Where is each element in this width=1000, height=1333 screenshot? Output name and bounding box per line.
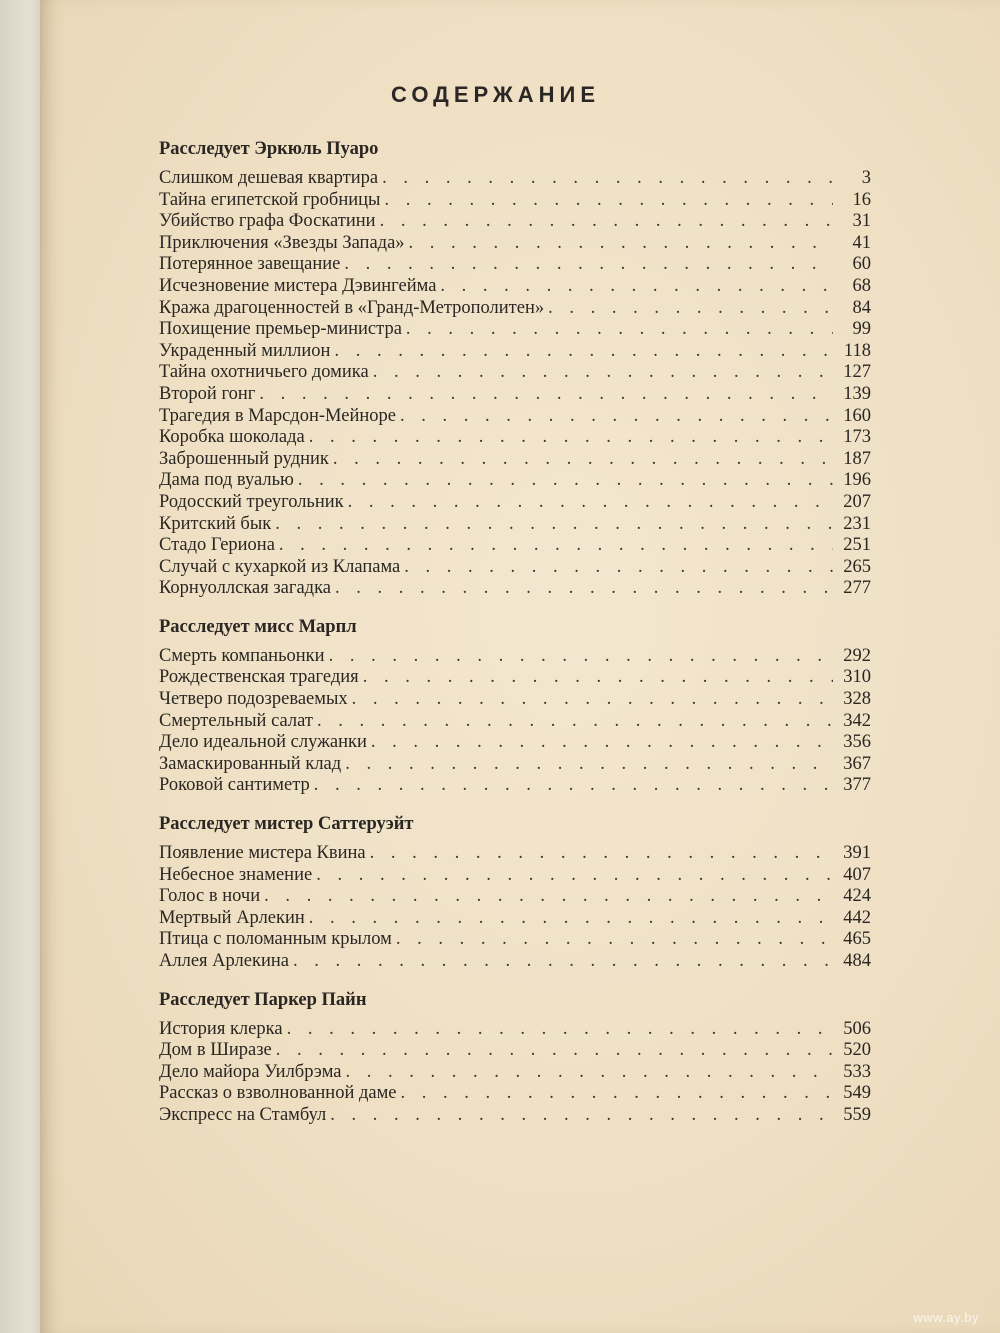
toc-entry xyxy=(159,754,871,776)
toc-section xyxy=(159,616,871,797)
entry-page-number: 84 xyxy=(852,297,871,318)
toc-entry xyxy=(159,929,871,951)
entry-title: Дама под вуалью xyxy=(159,470,294,491)
watermark: www.ay.by xyxy=(913,1310,979,1325)
entry-title: Смерть компаньонки xyxy=(159,645,325,666)
toc-entry xyxy=(159,341,871,363)
toc-entry xyxy=(159,514,871,536)
entry-title: Корнуоллская загадка xyxy=(159,578,331,599)
toc-section xyxy=(159,989,871,1127)
entry-page-number: 342 xyxy=(843,710,871,731)
entry-title: Похищение премьер-министра xyxy=(159,319,402,340)
dot-leader xyxy=(287,1019,833,1041)
dot-leader xyxy=(309,908,833,930)
entry-title: Дело идеальной служанки xyxy=(159,732,367,753)
entry-page-number: 328 xyxy=(843,689,871,710)
entry-title: Коробка шоколада xyxy=(159,427,305,448)
dot-leader xyxy=(401,1083,833,1105)
entry-title: Небесное знамение xyxy=(159,864,313,885)
entry-title: Замаскированный клад xyxy=(159,753,342,774)
toc-entry xyxy=(159,470,871,492)
entry-page-number: 251 xyxy=(843,535,871,556)
toc-entry xyxy=(159,362,871,384)
toc-entry xyxy=(159,406,871,428)
dot-leader xyxy=(406,319,833,341)
entry-title: Стадо Гериона xyxy=(159,535,275,556)
toc-entry xyxy=(159,711,871,733)
section-heading: Расследует Паркер Пайн xyxy=(159,989,367,1010)
entry-page-number: 139 xyxy=(843,383,871,404)
toc-entry xyxy=(159,449,871,471)
entry-title: Трагедия в Марсдон-Мейноре xyxy=(159,405,396,426)
entry-title: Тайна египетской гробницы xyxy=(159,189,381,210)
toc-entry xyxy=(159,689,871,711)
entry-page-number: 549 xyxy=(843,1083,871,1104)
toc-entry xyxy=(159,908,871,930)
entry-title: Заброшенный рудник xyxy=(159,448,329,469)
toc-entry xyxy=(159,190,871,212)
toc-entry xyxy=(159,578,871,600)
entry-page-number: 424 xyxy=(843,886,871,907)
toc-entry xyxy=(159,535,871,557)
entry-title: Четверо подозреваемых xyxy=(159,689,348,710)
dot-leader xyxy=(409,233,833,255)
section-entries xyxy=(159,843,871,973)
entry-title: Исчезновение мистера Дэвингейма xyxy=(159,275,437,296)
entry-page-number: 3 xyxy=(861,168,871,188)
dot-leader xyxy=(404,557,833,579)
dot-leader xyxy=(548,298,833,320)
dot-leader xyxy=(314,775,833,797)
entry-title: Украденный миллион xyxy=(159,340,331,361)
toc-entry xyxy=(159,1040,871,1062)
entry-page-number: 520 xyxy=(843,1040,871,1061)
entry-title: Рождественская трагедия xyxy=(159,667,359,688)
dot-leader xyxy=(275,514,833,536)
toc-entry xyxy=(159,492,871,514)
entry-page-number: 292 xyxy=(843,645,871,666)
toc-entry xyxy=(159,843,871,865)
entry-page-number: 16 xyxy=(852,189,871,210)
entry-title: Экспресс на Стамбул xyxy=(159,1104,327,1125)
toc-entry xyxy=(159,1083,871,1105)
entry-page-number: 41 xyxy=(852,232,871,253)
entry-title: Мертвый Арлекин xyxy=(159,907,305,928)
toc-entry xyxy=(159,732,871,754)
entry-title: Аллея Арлекина xyxy=(159,951,289,971)
toc-entry xyxy=(159,233,871,255)
entry-page-number: 60 xyxy=(852,254,871,275)
page-title: СОДЕРЖАНИЕ xyxy=(391,82,601,107)
dot-leader xyxy=(363,667,833,689)
entry-title: Случай с кухаркой из Клапама xyxy=(159,556,401,577)
entry-page-number: 442 xyxy=(843,907,871,928)
toc-entry xyxy=(159,298,871,320)
dot-leader xyxy=(334,341,833,363)
entry-title: Потерянное завещание xyxy=(159,254,341,275)
toc-entry xyxy=(159,1062,871,1084)
dot-leader xyxy=(335,578,833,600)
dot-leader xyxy=(259,384,833,406)
entry-title: Птица с поломанным крылом xyxy=(159,929,392,950)
entry-page-number: 559 xyxy=(843,1104,871,1125)
entry-page-number: 356 xyxy=(843,732,871,753)
entry-page-number: 407 xyxy=(843,864,871,885)
entry-page-number: 484 xyxy=(843,951,871,971)
dot-leader xyxy=(440,276,833,298)
entry-title: Рассказ о взволнованной даме xyxy=(159,1083,397,1104)
toc-entry xyxy=(159,951,871,973)
dot-leader xyxy=(384,190,833,212)
entry-page-number: 465 xyxy=(843,929,871,950)
toc-entry xyxy=(159,775,871,797)
entry-page-number: 265 xyxy=(843,556,871,577)
toc-entry xyxy=(159,384,871,406)
dot-leader xyxy=(330,1105,833,1127)
toc-entry xyxy=(159,1105,871,1127)
entry-title: Смертельный салат xyxy=(159,710,313,731)
entry-page-number: 160 xyxy=(843,405,871,426)
toc-entry xyxy=(159,254,871,276)
toc-entry xyxy=(159,557,871,579)
section-heading: Расследует мистер Саттеруэйт xyxy=(159,814,414,835)
entry-page-number: 207 xyxy=(843,491,871,512)
entry-page-number: 506 xyxy=(843,1018,871,1039)
entry-page-number: 231 xyxy=(843,513,871,534)
toc-entry xyxy=(159,211,871,233)
dot-leader xyxy=(333,449,833,471)
dot-leader xyxy=(370,843,833,865)
dot-leader xyxy=(348,492,833,514)
entry-title: История клерка xyxy=(159,1018,283,1039)
toc-entry xyxy=(159,319,871,341)
entry-title: Приключения «Звезды Запада» xyxy=(159,232,405,253)
entry-page-number: 367 xyxy=(843,753,871,774)
dot-leader xyxy=(346,1062,834,1084)
entry-page-number: 173 xyxy=(843,427,871,448)
entry-page-number: 391 xyxy=(843,843,871,864)
entry-title: Появление мистера Квина xyxy=(159,843,366,864)
dot-leader xyxy=(316,865,833,887)
entry-title: Убийство графа Фоскатини xyxy=(159,211,376,232)
toc-entry xyxy=(159,427,871,449)
entry-title: Тайна охотничьего домика xyxy=(159,362,369,383)
entry-page-number: 31 xyxy=(852,211,871,232)
entry-page-number: 68 xyxy=(852,275,871,296)
dot-leader xyxy=(345,754,833,776)
entry-page-number: 127 xyxy=(843,362,871,383)
entry-title: Дело майора Уилбрэма xyxy=(159,1061,342,1082)
entry-page-number: 99 xyxy=(852,319,871,340)
dot-leader xyxy=(382,168,833,190)
entry-title: Родосский треугольник xyxy=(159,491,344,512)
book-page xyxy=(40,0,1000,1333)
dot-leader xyxy=(380,211,833,233)
dot-leader xyxy=(298,470,833,492)
entry-page-number: 377 xyxy=(843,775,871,796)
toc-section xyxy=(159,138,871,600)
entry-page-number: 277 xyxy=(843,578,871,599)
section-heading: Расследует мисс Марпл xyxy=(159,616,357,637)
toc-entry xyxy=(159,1019,871,1041)
entry-title: Критский бык xyxy=(159,513,272,534)
dot-leader xyxy=(329,646,833,668)
entry-page-number: 196 xyxy=(843,470,871,491)
entry-page-number: 187 xyxy=(843,448,871,469)
toc-entry xyxy=(159,865,871,887)
toc-entry xyxy=(159,168,871,190)
entry-title: Роковой сантиметр xyxy=(159,775,310,796)
section-entries xyxy=(159,1019,871,1127)
toc-section xyxy=(159,813,871,973)
entry-title: Голос в ночи xyxy=(159,886,261,907)
entry-title: Кража драгоценностей в «Гранд-Метрополитен» xyxy=(159,297,545,318)
section-entries xyxy=(159,168,871,600)
entry-page-number: 310 xyxy=(843,667,871,688)
dot-leader xyxy=(279,535,833,557)
entry-page-number: 533 xyxy=(843,1061,871,1082)
toc-entry xyxy=(159,667,871,689)
toc-entry xyxy=(159,886,871,908)
dot-leader xyxy=(293,951,833,973)
dot-leader xyxy=(309,427,833,449)
section-heading: Расследует Эркюль Пуаро xyxy=(159,139,379,159)
toc-entry xyxy=(159,276,871,298)
table-of-contents xyxy=(159,80,871,1143)
dot-leader xyxy=(400,406,833,428)
dot-leader xyxy=(264,886,833,908)
dot-leader xyxy=(276,1040,833,1062)
dot-leader xyxy=(371,732,833,754)
entry-title: Дом в Ширазе xyxy=(159,1040,272,1061)
entry-title: Слишком дешевая квартира xyxy=(159,168,379,188)
entry-title: Второй гонг xyxy=(159,383,256,404)
entry-page-number: 118 xyxy=(843,340,871,361)
dot-leader xyxy=(317,711,833,733)
section-entries xyxy=(159,646,871,797)
dot-leader xyxy=(344,254,833,276)
toc-entry xyxy=(159,646,871,668)
dot-leader xyxy=(352,689,833,711)
dot-leader xyxy=(396,929,833,951)
dot-leader xyxy=(373,362,833,384)
